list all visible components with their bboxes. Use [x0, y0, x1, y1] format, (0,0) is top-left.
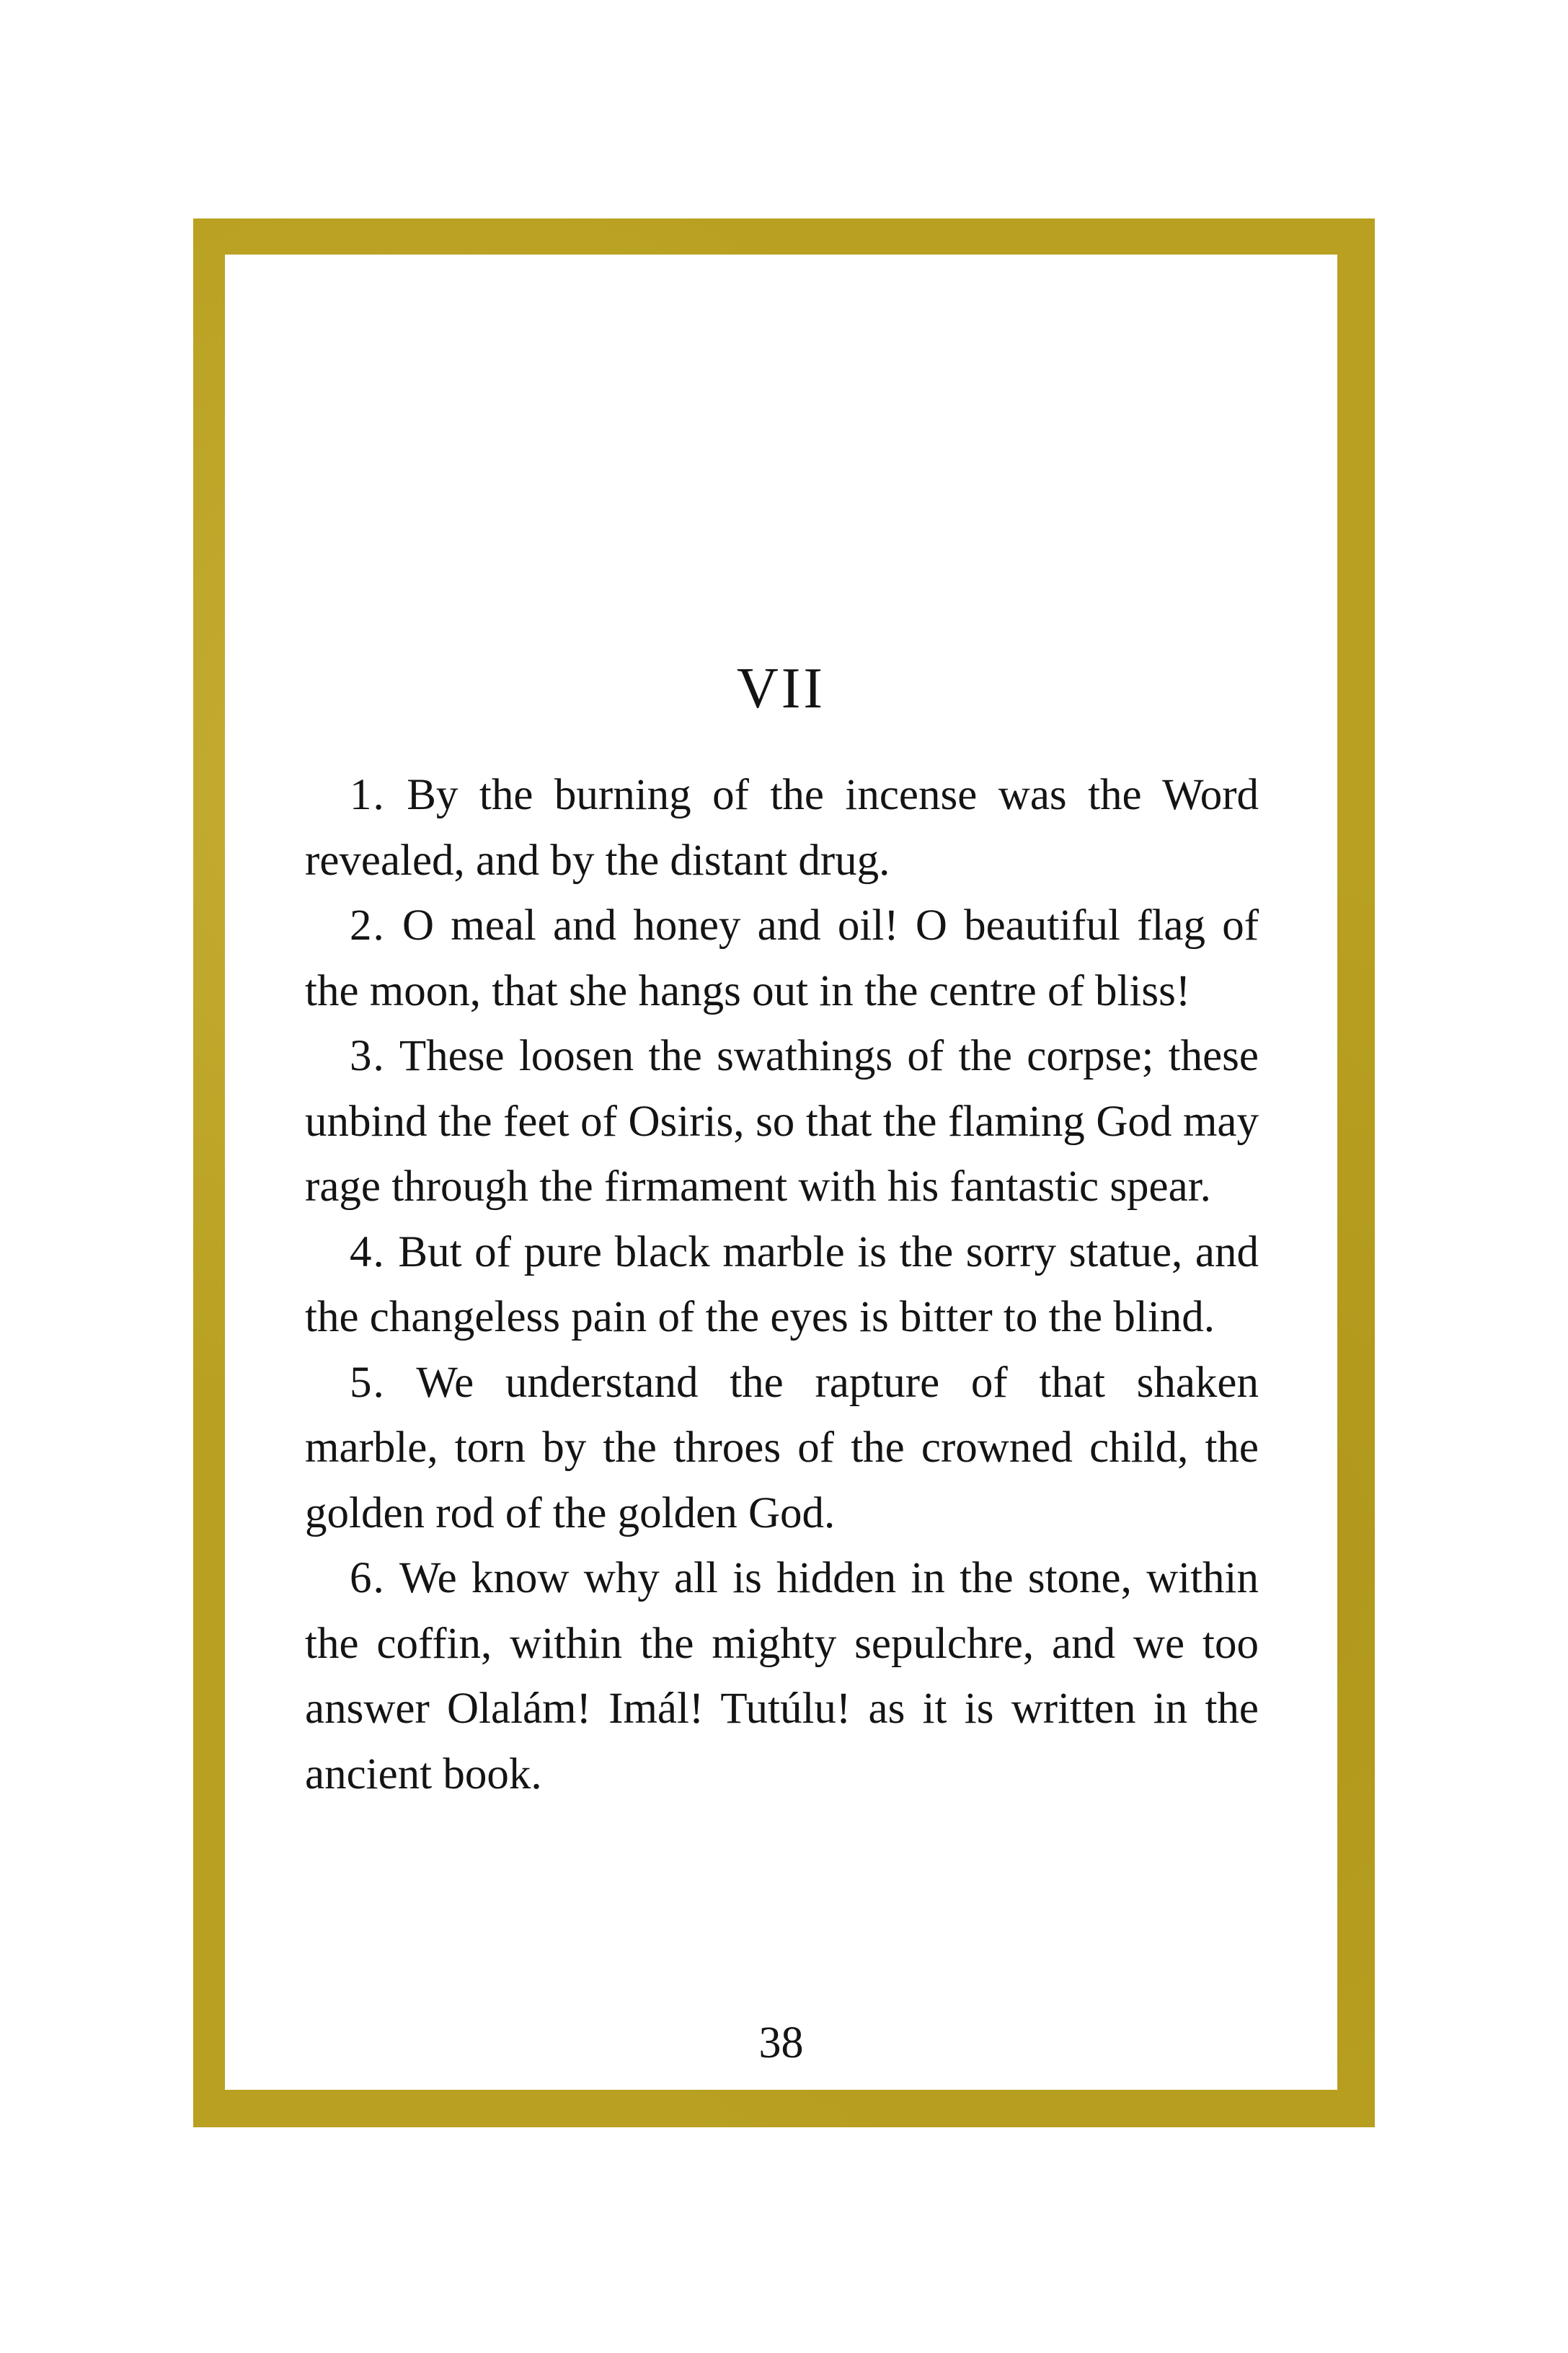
verse-number: 2. — [350, 901, 386, 950]
verse-text: By the burning of the incense was the Word revealed, and by the distant drug. — [305, 771, 1259, 885]
verse-number: 6. — [350, 1554, 386, 1602]
verse-number: 3. — [350, 1032, 386, 1080]
verse-number: 4. — [350, 1227, 386, 1276]
verse-number: 5. — [350, 1358, 386, 1407]
verse-block — [305, 763, 1259, 1807]
verse-3 — [305, 1024, 1259, 1220]
verse-text: O meal and honey and oil! O beautiful flag of the moon, that she hangs out in the centre of bliss! — [305, 901, 1259, 1015]
verse-text: We understand the rapture of that shaken marble, torn by the throes of the crowned child, the golden rod of the golden God. — [305, 1358, 1259, 1537]
verse-1 — [305, 763, 1259, 893]
verse-4 — [305, 1220, 1259, 1351]
verse-5 — [305, 1351, 1259, 1547]
page-number: 38 — [758, 2018, 804, 2067]
verse-2 — [305, 893, 1259, 1024]
verse-number: 1. — [350, 771, 386, 819]
text-panel — [225, 255, 1337, 2090]
verse-text: These loosen the swathings of the corpse; these unbind the feet of Osiris, so that the flaming God may rage through the firmament with his fantastic spear. — [305, 1032, 1259, 1211]
chapter-heading: VII — [736, 657, 826, 720]
verse-text: But of pure black marble is the sorry statue, and the changeless pain of the eyes is bitter to the blind. — [305, 1227, 1259, 1341]
verse-text: We know why all is hidden in the stone, within the coffin, within the mighty sepulchre, and we too answer Olalám! Imál! Tutúlu! as it is written in the ancient book. — [305, 1554, 1259, 1798]
verse-6 — [305, 1546, 1259, 1807]
